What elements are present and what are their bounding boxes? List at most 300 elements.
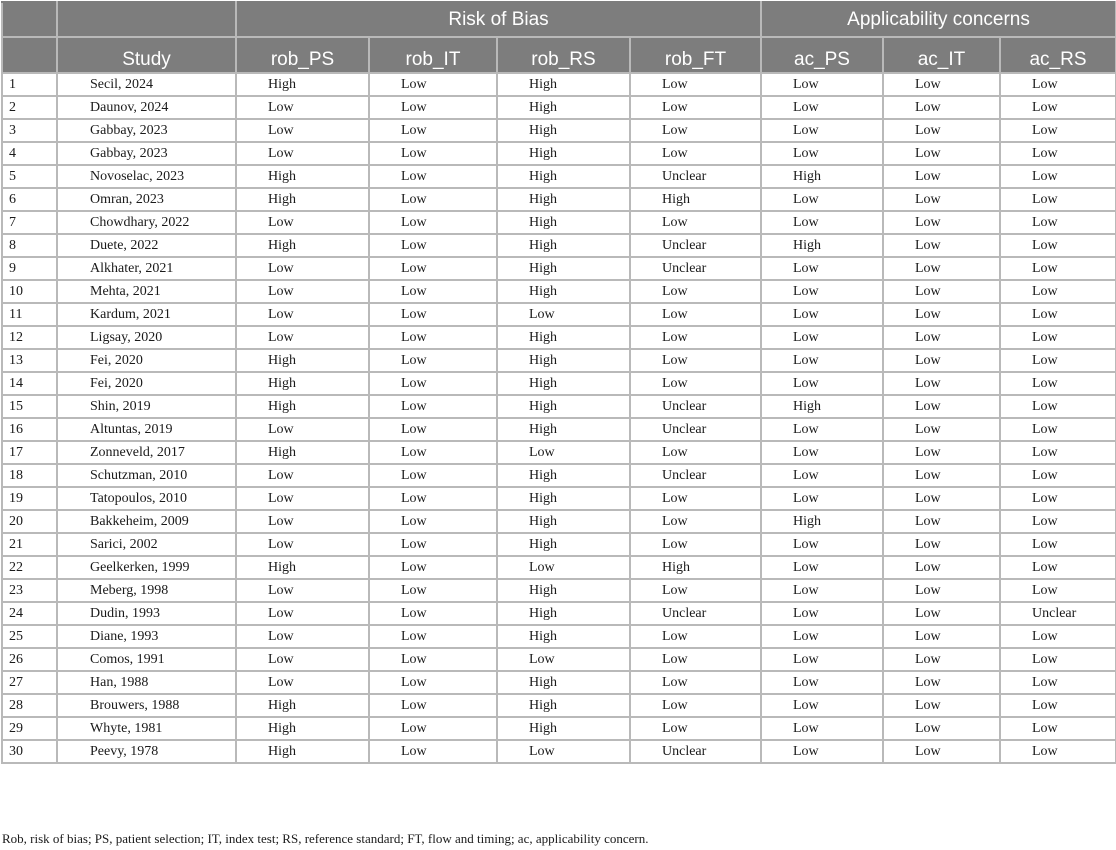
ac-rs-cell: Low [1000,533,1116,556]
ac-ps-cell: Low [761,211,883,234]
rob-ft-cell: Unclear [630,395,761,418]
rob-it-cell: Low [369,579,497,602]
rob-rs-cell: High [497,372,630,395]
rob-ps-cell: Low [236,579,369,602]
rob-it-cell: Low [369,717,497,740]
ac-rs-cell: Low [1000,694,1116,717]
study-cell: Bakkeheim, 2009 [57,510,236,533]
table-row [2,694,1116,717]
row-number-cell: 10 [2,280,57,303]
table-row [2,349,1116,372]
rob-ft-cell: Low [630,280,761,303]
rob-ps-cell: Low [236,303,369,326]
ac-ps-cell: High [761,395,883,418]
table-row [2,142,1116,165]
ac-ps-cell: Low [761,96,883,119]
study-cell: Daunov, 2024 [57,96,236,119]
ac-ps-cell: Low [761,257,883,280]
rob-ft-cell: High [630,188,761,211]
row-number-cell: 22 [2,556,57,579]
rob-ps-cell: High [236,740,369,763]
rob-it-cell: Low [369,556,497,579]
ac-rs-cell: Low [1000,326,1116,349]
rob-rs-cell: High [497,326,630,349]
ac-it-cell: Low [883,257,1000,280]
rob-it-cell: Low [369,694,497,717]
row-number-cell: 11 [2,303,57,326]
table-row [2,602,1116,625]
ac-ps-cell: Low [761,579,883,602]
rob-ft-cell: Low [630,142,761,165]
ac-it-cell: Low [883,372,1000,395]
ac-ps-cell: High [761,165,883,188]
study-cell: Diane, 1993 [57,625,236,648]
study-cell: Kardum, 2021 [57,303,236,326]
ac-it-cell: Low [883,165,1000,188]
header-rob-rs: rob_RS [497,37,630,73]
ac-it-cell: Low [883,73,1000,96]
table-row [2,717,1116,740]
ac-rs-cell: Low [1000,349,1116,372]
ac-it-cell: Low [883,533,1000,556]
study-cell: Chowdhary, 2022 [57,211,236,234]
rob-ps-cell: High [236,556,369,579]
header-risk-of-bias: Risk of Bias [236,2,761,37]
row-number-cell: 15 [2,395,57,418]
rob-ft-cell: Unclear [630,418,761,441]
row-number-cell: 17 [2,441,57,464]
row-number-cell: 18 [2,464,57,487]
rob-it-cell: Low [369,326,497,349]
ac-ps-cell: Low [761,73,883,96]
ac-rs-cell: Low [1000,510,1116,533]
ac-it-cell: Low [883,625,1000,648]
table-row [2,625,1116,648]
ac-it-cell: Low [883,119,1000,142]
rob-ps-cell: High [236,372,369,395]
ac-it-cell: Low [883,349,1000,372]
ac-ps-cell: Low [761,717,883,740]
row-number-cell: 29 [2,717,57,740]
table-row [2,372,1116,395]
study-cell: Omran, 2023 [57,188,236,211]
rob-it-cell: Low [369,740,497,763]
ac-rs-cell: Low [1000,188,1116,211]
ac-it-cell: Low [883,602,1000,625]
table-row [2,441,1116,464]
rob-ps-cell: High [236,694,369,717]
rob-it-cell: Low [369,142,497,165]
table-row [2,211,1116,234]
ac-it-cell: Low [883,671,1000,694]
rob-it-cell: Low [369,602,497,625]
ac-ps-cell: Low [761,487,883,510]
rob-rs-cell: High [497,234,630,257]
rob-ps-cell: Low [236,142,369,165]
study-cell: Mehta, 2021 [57,280,236,303]
ac-ps-cell: Low [761,740,883,763]
ac-rs-cell: Low [1000,556,1116,579]
row-number-cell: 16 [2,418,57,441]
rob-ft-cell: Low [630,326,761,349]
ac-it-cell: Low [883,441,1000,464]
rob-ps-cell: Low [236,533,369,556]
ac-rs-cell: Low [1000,142,1116,165]
row-number-cell: 30 [2,740,57,763]
table-row [2,257,1116,280]
study-cell: Fei, 2020 [57,349,236,372]
rob-ps-cell: Low [236,510,369,533]
table-row [2,533,1116,556]
study-cell: Meberg, 1998 [57,579,236,602]
rob-ft-cell: Unclear [630,464,761,487]
ac-ps-cell: High [761,510,883,533]
table-header [2,2,1116,73]
rob-rs-cell: High [497,694,630,717]
rob-rs-cell: Low [497,740,630,763]
ac-rs-cell: Low [1000,303,1116,326]
rob-rs-cell: High [497,487,630,510]
header-rob-ft: rob_FT [630,37,761,73]
row-number-cell: 8 [2,234,57,257]
ac-ps-cell: Low [761,119,883,142]
row-number-cell: 13 [2,349,57,372]
rob-rs-cell: Low [497,556,630,579]
rob-ft-cell: Low [630,625,761,648]
ac-it-cell: Low [883,211,1000,234]
row-number-cell: 21 [2,533,57,556]
ac-ps-cell: Low [761,326,883,349]
ac-ps-cell: Low [761,372,883,395]
row-number-cell: 3 [2,119,57,142]
rob-ps-cell: High [236,73,369,96]
row-number-cell: 19 [2,487,57,510]
study-cell: Sarici, 2002 [57,533,236,556]
rob-rs-cell: High [497,349,630,372]
ac-it-cell: Low [883,234,1000,257]
rob-it-cell: Low [369,372,497,395]
rob-rs-cell: High [497,717,630,740]
rob-ft-cell: Low [630,487,761,510]
study-cell: Han, 1988 [57,671,236,694]
header-group-row [2,2,1116,37]
study-cell: Whyte, 1981 [57,717,236,740]
rob-it-cell: Low [369,257,497,280]
table-row [2,73,1116,96]
rob-rs-cell: High [497,73,630,96]
study-cell: Peevy, 1978 [57,740,236,763]
rob-it-cell: Low [369,441,497,464]
rob-ft-cell: Low [630,303,761,326]
study-cell: Gabbay, 2023 [57,119,236,142]
table-row [2,740,1116,763]
table-row [2,280,1116,303]
rob-it-cell: Low [369,303,497,326]
rob-ft-cell: Low [630,717,761,740]
rob-ps-cell: High [236,234,369,257]
ac-rs-cell: Low [1000,96,1116,119]
rob-rs-cell: High [497,119,630,142]
rob-rs-cell: High [497,211,630,234]
rob-rs-cell: High [497,625,630,648]
ac-rs-cell: Low [1000,579,1116,602]
rob-ft-cell: Low [630,648,761,671]
ac-ps-cell: Low [761,464,883,487]
rob-rs-cell: High [497,671,630,694]
rob-ft-cell: Low [630,349,761,372]
row-number-cell: 14 [2,372,57,395]
table-row [2,464,1116,487]
ac-rs-cell: Low [1000,418,1116,441]
ac-rs-cell: Low [1000,395,1116,418]
ac-rs-cell: Low [1000,257,1116,280]
study-cell: Altuntas, 2019 [57,418,236,441]
rob-it-cell: Low [369,96,497,119]
ac-it-cell: Low [883,142,1000,165]
rob-rs-cell: High [497,142,630,165]
rob-rs-cell: High [497,188,630,211]
row-number-cell: 5 [2,165,57,188]
table-row [2,556,1116,579]
row-number-cell: 7 [2,211,57,234]
rob-rs-cell: High [497,510,630,533]
ac-it-cell: Low [883,303,1000,326]
ac-ps-cell: Low [761,349,883,372]
row-number-cell: 25 [2,625,57,648]
rob-rs-cell: Low [497,441,630,464]
rob-it-cell: Low [369,234,497,257]
rob-ps-cell: Low [236,487,369,510]
ac-ps-cell: Low [761,533,883,556]
row-number-cell: 12 [2,326,57,349]
ac-ps-cell: Low [761,418,883,441]
ac-rs-cell: Low [1000,280,1116,303]
ac-ps-cell: Low [761,648,883,671]
header-ac-it: ac_IT [883,37,1000,73]
table-row [2,395,1116,418]
rob-it-cell: Low [369,280,497,303]
rob-ps-cell: High [236,165,369,188]
header-rob-it: rob_IT [369,37,497,73]
rob-ps-cell: Low [236,625,369,648]
row-number-cell: 28 [2,694,57,717]
rob-rs-cell: High [497,96,630,119]
header-ac-ps: ac_PS [761,37,883,73]
table-row [2,418,1116,441]
rob-it-cell: Low [369,510,497,533]
rob-ps-cell: Low [236,602,369,625]
ac-ps-cell: Low [761,303,883,326]
study-cell: Gabbay, 2023 [57,142,236,165]
rob-ps-cell: Low [236,257,369,280]
table-row [2,119,1116,142]
header-rob-ps: rob_PS [236,37,369,73]
rob-ps-cell: High [236,349,369,372]
row-number-cell: 20 [2,510,57,533]
study-cell: Fei, 2020 [57,372,236,395]
rob-it-cell: Low [369,533,497,556]
rob-ps-cell: Low [236,280,369,303]
rob-ft-cell: Low [630,671,761,694]
ac-rs-cell: Low [1000,165,1116,188]
rob-ps-cell: Low [236,671,369,694]
header-study: Study [57,37,236,73]
rob-ft-cell: High [630,556,761,579]
study-cell: Zonneveld, 2017 [57,441,236,464]
rob-rs-cell: High [497,280,630,303]
rob-rs-cell: High [497,418,630,441]
rob-ps-cell: Low [236,211,369,234]
table-row [2,96,1116,119]
ac-ps-cell: Low [761,142,883,165]
rob-ps-cell: High [236,395,369,418]
study-cell: Geelkerken, 1999 [57,556,236,579]
table-row [2,303,1116,326]
ac-rs-cell: Low [1000,671,1116,694]
quadas-table [1,1,1116,764]
ac-ps-cell: Low [761,694,883,717]
ac-rs-cell: Low [1000,372,1116,395]
study-cell: Schutzman, 2010 [57,464,236,487]
rob-ps-cell: Low [236,648,369,671]
ac-rs-cell: Low [1000,234,1116,257]
rob-rs-cell: High [497,579,630,602]
row-number-cell: 24 [2,602,57,625]
header-study-spacer [57,2,236,37]
rob-it-cell: Low [369,211,497,234]
rob-ft-cell: Unclear [630,602,761,625]
header-applicability-concerns: Applicability concerns [761,2,1116,37]
ac-ps-cell: Low [761,671,883,694]
rob-rs-cell: High [497,602,630,625]
ac-it-cell: Low [883,510,1000,533]
rob-ft-cell: Unclear [630,165,761,188]
row-number-cell: 9 [2,257,57,280]
ac-it-cell: Low [883,395,1000,418]
ac-rs-cell: Low [1000,487,1116,510]
rob-ft-cell: Low [630,372,761,395]
ac-rs-cell: Low [1000,648,1116,671]
ac-rs-cell: Low [1000,441,1116,464]
row-number-cell: 27 [2,671,57,694]
study-cell: Novoselac, 2023 [57,165,236,188]
rob-ft-cell: Low [630,441,761,464]
ac-rs-cell: Low [1000,625,1116,648]
table-body [2,73,1116,763]
rob-it-cell: Low [369,188,497,211]
study-cell: Ligsay, 2020 [57,326,236,349]
ac-rs-cell: Unclear [1000,602,1116,625]
rob-ft-cell: Low [630,96,761,119]
study-cell: Comos, 1991 [57,648,236,671]
rob-it-cell: Low [369,395,497,418]
rob-rs-cell: High [497,533,630,556]
rob-ft-cell: Low [630,579,761,602]
study-cell: Alkhater, 2021 [57,257,236,280]
table-row [2,671,1116,694]
rob-rs-cell: High [497,395,630,418]
rob-ft-cell: Low [630,73,761,96]
ac-it-cell: Low [883,280,1000,303]
ac-it-cell: Low [883,96,1000,119]
rob-ps-cell: Low [236,464,369,487]
rob-ft-cell: Low [630,119,761,142]
ac-it-cell: Low [883,418,1000,441]
table-footnote: Rob, risk of bias; PS, patient selection; IT, index test; RS, reference standard; FT, flow and timing; ac, applicability concern. [2,831,649,846]
rob-ps-cell: Low [236,418,369,441]
rob-it-cell: Low [369,487,497,510]
rob-ft-cell: Low [630,510,761,533]
rob-rs-cell: Low [497,648,630,671]
study-cell: Dudin, 1993 [57,602,236,625]
ac-it-cell: Low [883,464,1000,487]
rob-it-cell: Low [369,119,497,142]
ac-it-cell: Low [883,556,1000,579]
rob-ft-cell: Low [630,211,761,234]
rob-rs-cell: High [497,165,630,188]
ac-it-cell: Low [883,694,1000,717]
ac-ps-cell: Low [761,625,883,648]
rob-it-cell: Low [369,418,497,441]
rob-ft-cell: Unclear [630,740,761,763]
rob-ft-cell: Unclear [630,234,761,257]
ac-rs-cell: Low [1000,717,1116,740]
rob-it-cell: Low [369,648,497,671]
header-ac-rs: ac_RS [1000,37,1116,73]
rob-it-cell: Low [369,349,497,372]
rob-rs-cell: Low [497,303,630,326]
rob-ft-cell: Low [630,694,761,717]
rob-rs-cell: High [497,464,630,487]
row-number-cell: 6 [2,188,57,211]
rob-it-cell: Low [369,464,497,487]
row-number-cell: 26 [2,648,57,671]
rob-it-cell: Low [369,165,497,188]
ac-it-cell: Low [883,717,1000,740]
table-row [2,234,1116,257]
ac-ps-cell: Low [761,441,883,464]
header-number [2,37,57,73]
table-row [2,326,1116,349]
table-row [2,510,1116,533]
table-row [2,165,1116,188]
rob-ps-cell: Low [236,96,369,119]
ac-ps-cell: Low [761,188,883,211]
header-columns-row [2,37,1116,73]
rob-ps-cell: High [236,188,369,211]
study-cell: Duete, 2022 [57,234,236,257]
rob-ps-cell: High [236,717,369,740]
ac-ps-cell: Low [761,280,883,303]
ac-rs-cell: Low [1000,211,1116,234]
rob-it-cell: Low [369,73,497,96]
row-number-cell: 23 [2,579,57,602]
ac-it-cell: Low [883,487,1000,510]
row-number-cell: 4 [2,142,57,165]
study-cell: Shin, 2019 [57,395,236,418]
rob-ps-cell: High [236,441,369,464]
table-row [2,487,1116,510]
rob-ft-cell: Low [630,533,761,556]
study-cell: Brouwers, 1988 [57,694,236,717]
ac-it-cell: Low [883,740,1000,763]
table-row [2,188,1116,211]
study-cell: Secil, 2024 [57,73,236,96]
ac-ps-cell: High [761,234,883,257]
rob-ps-cell: Low [236,119,369,142]
rob-ps-cell: Low [236,326,369,349]
ac-ps-cell: Low [761,556,883,579]
